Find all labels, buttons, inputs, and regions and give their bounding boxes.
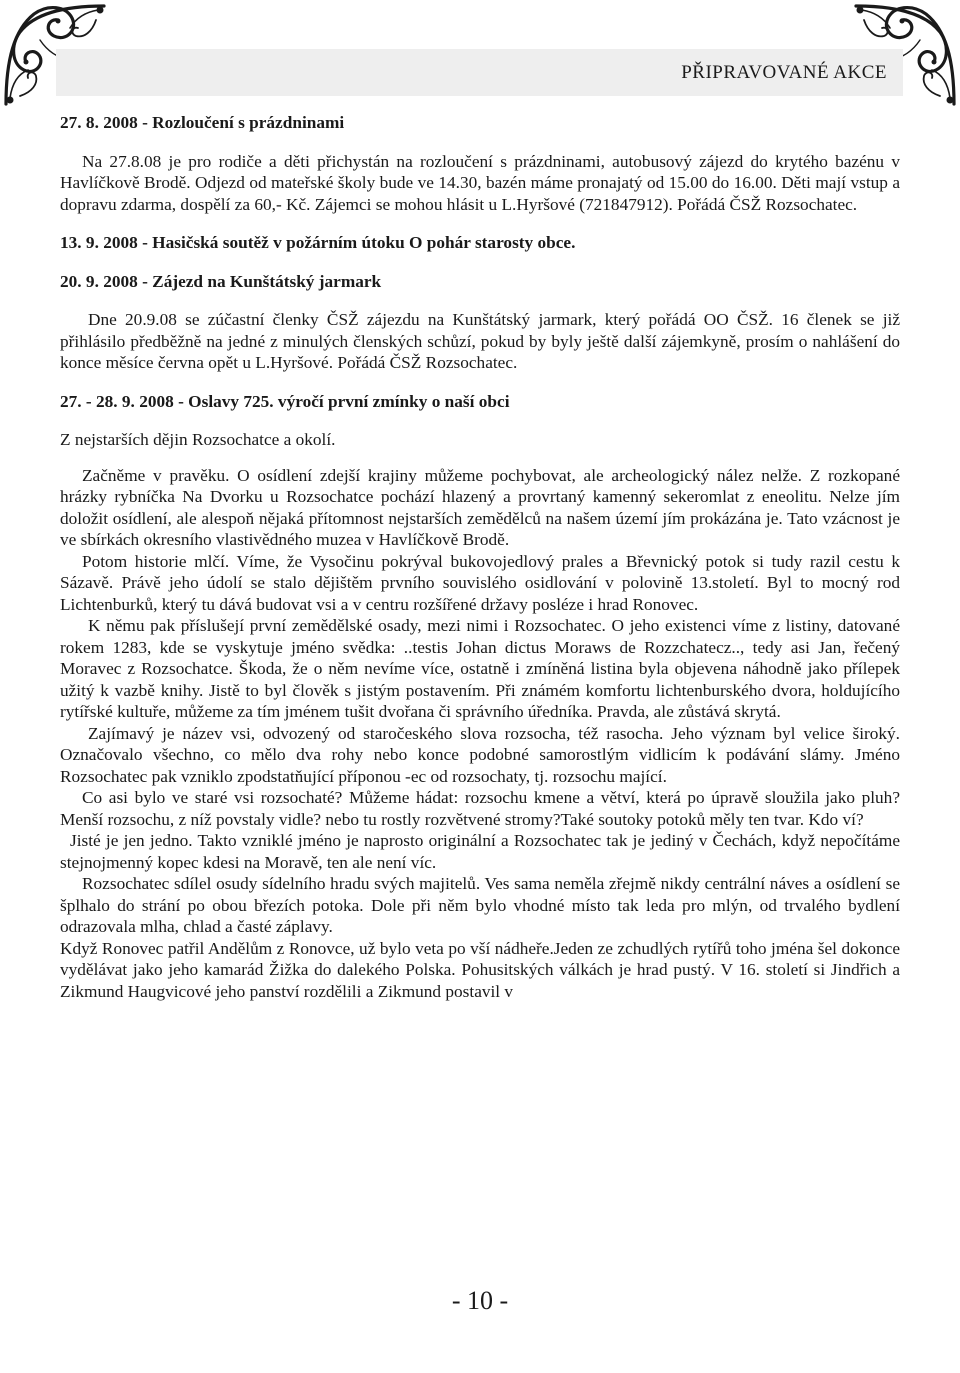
history-paragraph: Zajímavý je název vsi, odvozený od staročeského slova rozsocha, též rasocha. Jeho význam byl velice široký. Označovalo všechno, co mělo dva rohy nebo konce podobné samorostlým vidlicím k podávání slámy. Jméno Rozsochatec pak vzniklo zpodstatňující příponou -ec od rozsochaty, tj. rozsochu mající. — [60, 723, 900, 786]
event-title: 27. - 28. 9. 2008 - Oslavy 725. výročí první zmínky o naší obci — [60, 391, 510, 411]
event-description: Dne 20.9.08 se zúčastní členky ČSŽ zájezdu na Kunštátský jarmark, který pořádá OO ČSŽ. 16 členek se již přihlásilo předběžně na jedné z minulých členských schůzí, pokud by byly ještě další zájemkyně, prosím o nahlášení do konce měsíce června opět u L.Hyršové. Pořádá ČSŽ Rozsochatec. — [60, 310, 900, 372]
page-title: PŘIPRAVOVANÉ AKCE — [681, 62, 887, 83]
history-paragraph: Rozsochatec sdílel osudy sídelního hradu svých majitelů. Ves sama neměla zřejmě nikdy centrální náves a osídlení se šplhalo do strání po obou březích potoka. Dole při něm bylo vhodné místo tak leda pro mlýn, od trvalého bydlení odrazovala mlha, chlad a časté záplavy. — [60, 874, 900, 936]
header-bar — [56, 49, 903, 96]
history-paragraph: Začněme v pravěku. O osídlení zdejší krajiny můžeme pochybovat, ale archeologický nález nelže. Z rozkopané hrázky rybníčka Na Dvorku u Rozsochatce pochází hlazený a provrtaný kamenný sekeromlat z eneolitu. Nelze jím doložit osídlení, ale alespoň nějaká přítomnost nejstarších zemědělců na našem území jím prokázána je. Tato vzácnost je ve sbírkách okresního vlastivědného muzea v Havlíčkově Brodě. — [60, 465, 900, 549]
history-paragraph: Jisté je jen jedno. Takto vzniklé jméno je naprosto originální a Rozsochatec tak je jediný v Čechách, když nepočítáme stejnojmenný kopec kdesi na Moravě, ten ale není víc. — [60, 831, 900, 872]
history-paragraph: K němu pak příslušejí první zemědělské osady, mezi nimi i Rozsochatec. O jeho existenci víme z listiny, datované rokem 1283, kde se vyskytuje jméno svědka: ..testis Johan dictus Moraws de Rozzchatecz.., tedy asi Jan, řečený Moravec z Rozsochatce. Škoda, že o něm nevíme více, ostatně i zmíněná listina byla objevena náhodně jako přílepek užitý k vazbě knihy. Jistě to byl člověk s jistým postavením. Při známém komfortu lichtenburského dvora, holdujícího rytířské kultuře, můžeme za tím jménem tušit dvořana či správního úředníka. Pravda, ale zůstává skrytá. — [60, 616, 900, 721]
history-heading: Z nejstarších dějin Rozsochatce a okolí. — [60, 430, 336, 449]
article-body — [60, 112, 900, 1002]
page-number: - 10 - — [451, 1286, 509, 1315]
event-title: 20. 9. 2008 - Zájezd na Kunštátský jarmark — [60, 271, 382, 291]
event-description: Na 27.8.08 je pro rodiče a děti přichystán na rozloučení s prázdninami, autobusový zájezd do krytého bazénu v Havlíčkově Brodě. Odjezd od mateřské školy bude ve 14.30, bazén máme pronajatý od 15.00 do 16.00. Děti mají vstup a dopravu zdarma, dospělí za 60,- Kč. Zájemci se mohou hlásit u L.Hyršové (721847912). Pořádá ČSŽ Rozsochatec. — [60, 151, 900, 214]
history-paragraph: Když Ronovec patřil Andělům z Ronovce, už bylo veta po vší nádheře.Jeden ze zchudlých rytířů toho jména šel dokonce vydělávat jako jeho kamarád Žižka do dalekého Polska. Pohusitských válkách je hrad pustý. V 16. století si Jindřich a Zikmund Haugvicové jeho panství rozdělili a Zikmund postavil v — [60, 938, 900, 1001]
event-title: 13. 9. 2008 - Hasičská soutěž v požárním útoku O pohár starosty obce. — [60, 233, 576, 252]
event-title: 27. 8. 2008 - Rozloučení s prázdninami — [60, 113, 345, 132]
history-paragraph: Potom historie mlčí. Víme, že Vysočinu pokrýval bukovojedlový prales a Břevnický potok si tudy razil cestu k Sázavě. Právě jeho údolí se stalo dějištěm prvního souvislého osidlování v polovině 13.století. Byl to mocný rod Lichtenburků, který tu dává budovat vsi a v centru rozšířené državy posléze i hrad Ronovec. — [60, 551, 900, 614]
history-paragraph: Co asi bylo ve staré vsi rozsochaté? Můžeme hádat: rozsochu kmene a větví, která po úpravě sloužila jako pluh? Menší rozsochu, z níž povstaly vidle? nebo tu rostly rozvětvené stromy?Také soutoky potoků měly ten tvar. Kdo ví? — [60, 788, 900, 829]
